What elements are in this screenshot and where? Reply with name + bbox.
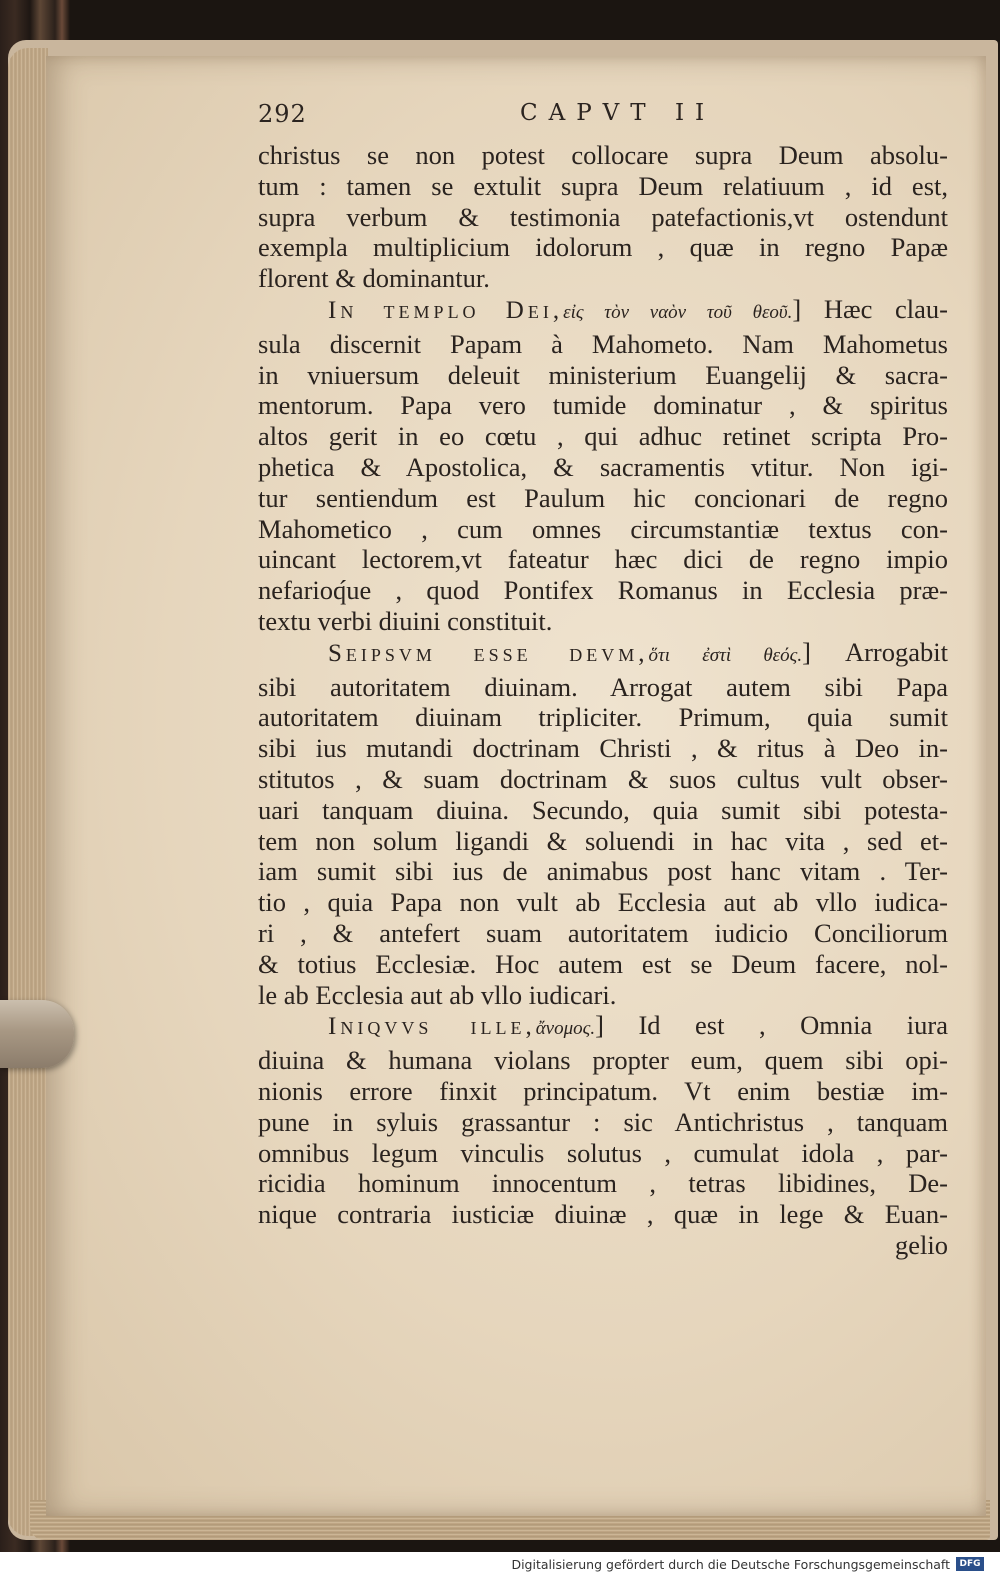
text-line: phetica & Apostolica, & sacramentis vtitur. Non igi- [258, 451, 948, 482]
text-line: altos gerit in eo cœtu , qui adhuc retinet scripta Pro- [258, 421, 948, 452]
running-head [258, 100, 938, 142]
text-line: ricidia hominum innocentum , tetras libidines, De- [258, 1168, 948, 1199]
text-line: florent & dominantur. [258, 263, 490, 294]
text-fragment: ] Id est , Omnia iura [595, 1010, 948, 1041]
footer-credit: Digitalisierung gefördert durch die Deutsche Forschungsgemeinschaft [511, 1557, 950, 1572]
text-line: nique contraria iusticiæ diuinæ , quæ in lege & Euan- [258, 1199, 948, 1230]
paragraph [258, 1010, 948, 1260]
text-line: tum : tamen se extulit supra Deum relatiuum , id est, [258, 170, 948, 201]
text-line: tur sentiendum est Paulum hic concionari de regno [258, 482, 948, 513]
text-line [258, 637, 948, 672]
text-line: nefarioq́ue , quod Pontifex Romanus in Ecclesia præ- [258, 575, 948, 606]
greek-text: ὅτι ἐστὶ θεός. [648, 644, 803, 666]
text-line: ri , & antefert suam autoritatem iudicio Conciliorum [258, 917, 948, 948]
text-line: le ab Ecclesia aut ab vllo iudicari. [258, 979, 617, 1010]
text-line: autoritatem diuinam tripliciter. Primum, quia sumit [258, 702, 948, 733]
text-line: nionis errore finxit principatum. Vt enim bestiæ im- [258, 1075, 948, 1106]
lemma: Iniqvvs ille, [328, 1013, 536, 1041]
text-line: stitutos , & suam doctrinam & suos cultus vult obser- [258, 763, 948, 794]
text-line: supra verbum & testimonia patefactionis,vt ostendunt [258, 201, 948, 232]
greek-text: εἰς τὸν ναὸν τοῦ θεοῦ. [563, 301, 793, 323]
text-line: sibi ius mutandi doctrinam Christi , & ritus à Deo in- [258, 733, 948, 764]
digitization-footer [0, 1552, 1000, 1578]
clasp-strap [0, 1000, 74, 1068]
lemma: Seipsvm esse devm, [328, 639, 649, 667]
text-fragment: ] Hæc clau- [792, 293, 948, 324]
text-line: & totius Ecclesiæ. Hoc autem est se Deum facere, nol- [258, 948, 948, 979]
chapter-heading: CAPVT II [520, 100, 716, 126]
text-line: uincant lectorem,vt fateatur hæc dici de regno impio [258, 544, 948, 575]
text-line: sibi autoritatem diuinam. Arrogat autem sibi Papa [258, 671, 948, 702]
lemma: In templo Dei, [328, 296, 564, 324]
page-number: 292 [258, 100, 307, 128]
text-line: textu verbi diuini constituit. [258, 605, 553, 636]
text-line [258, 294, 948, 329]
paragraph [258, 294, 948, 637]
greek-text: ἄνομος. [535, 1018, 596, 1040]
text-line: christus se non potest collocare supra Deum absolu- [258, 140, 948, 170]
text-line: sula discernit Papam à Mahometo. Nam Mahometus [258, 328, 948, 359]
page-fore-edge [8, 48, 48, 1536]
text-line: tio , quia Papa non vult ab Ecclesia aut ab vllo iudica- [258, 887, 948, 918]
text-line: exempla multiplicium idolorum , quæ in regno Papæ [258, 232, 948, 263]
dfg-logo: DFG [956, 1557, 984, 1571]
paragraph [258, 140, 948, 294]
text-fragment: ] Arrogabit [802, 636, 948, 667]
text-line: diuina & humana violans propter eum, quem sibi opi- [258, 1045, 948, 1076]
text-line: Mahometico , cum omnes circumstantiæ textus con- [258, 513, 948, 544]
text-line: uari tanquam diuina. Secundo, quia sumit sibi potesta- [258, 794, 948, 825]
paragraph [258, 637, 948, 1011]
text-line: omnibus legum vinculis solutus , cumulat idola , par- [258, 1137, 948, 1168]
text-line: tem non solum ligandi & soluendi in hac vita , sed et- [258, 825, 948, 856]
text-line: iam sumit sibi ius de animabus post hanc vitam . Ter- [258, 856, 948, 887]
text-line [258, 1010, 948, 1045]
text-line: mentorum. Papa vero tumide dominatur , & spiritus [258, 390, 948, 421]
text-line: pune in syluis grassantur : sic Antichristus , tanquam [258, 1106, 948, 1137]
text-line: in vniuersum deleuit ministerium Euangelij & sacra- [258, 359, 948, 390]
catchword: gelio [895, 1229, 948, 1260]
body-text [258, 140, 948, 1261]
